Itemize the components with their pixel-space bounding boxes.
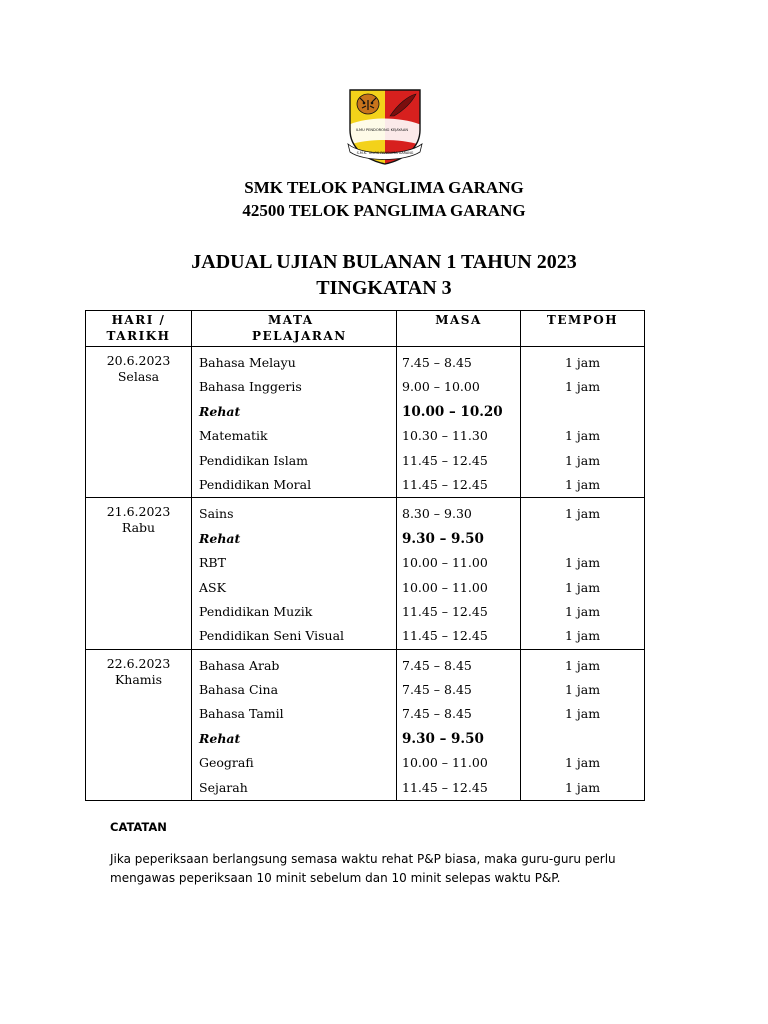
duration-value: 1 jam [564,355,601,370]
exam-day: Selasa [117,369,160,384]
time-value: 7.45 – 8.45 [402,657,472,673]
time-value: 8.30 – 9.30 [402,506,472,522]
duration-value: 1 jam [564,779,601,795]
duration-value: 1 jam [564,755,601,771]
duration-value: 1 jam [564,628,601,644]
notes-line-1: Jika peperiksaan berlangsung semasa waktu rehat P&P biasa, maka guru-guru perlu [110,852,616,866]
header-time: MASA [397,311,521,347]
duration-value: 1 jam [564,603,601,619]
time-value: 9.30 – 9.50 [402,530,484,547]
day-group-row [86,347,645,498]
school-address: 42500 TELOK PANGLIMA GARANG [242,201,526,220]
time-cell [397,498,521,649]
subject-cell [192,649,397,800]
time-value: 11.45 – 12.45 [402,603,488,619]
exam-day: Rabu [121,520,156,536]
time-value: 9.30 – 9.50 [402,730,484,747]
duration-value: 1 jam [564,579,601,595]
table-header-row [86,311,645,347]
subject-value: Bahasa Arab [199,657,280,673]
time-value: 10.00 – 11.00 [402,579,488,595]
subject-cell [192,498,397,649]
day-date-cell [86,649,192,800]
time-value: 7.45 – 8.45 [402,682,472,698]
duration-value: 1 jam [564,476,601,492]
subject-value: Sains [199,506,234,522]
subject-value: RBT [199,555,226,571]
time-value: 10.30 – 11.30 [402,428,488,444]
duration-value: 1 jam [564,706,601,722]
day-group-row [86,649,645,800]
duration-value: 1 jam [564,452,601,468]
duration-value [521,527,644,551]
header-day-line1: HARI / [111,313,166,327]
duration-value [521,727,644,751]
duration-cell [521,498,645,649]
duration-value: 1 jam [564,555,601,571]
exam-date: 21.6.2023 [106,504,171,520]
day-date-cell [86,347,192,498]
subject-cell [192,347,397,498]
school-crest-icon [346,86,424,166]
time-value: 10.00 – 10.20 [402,403,503,420]
day-group-row [86,498,645,649]
duration-value: 1 jam [564,379,601,395]
header-subject-line1: MATA [268,313,314,327]
subject-value: Bahasa Cina [199,682,279,698]
subject-value: Pendidikan Muzik [199,603,313,619]
duration-cell [521,649,645,800]
duration-value [521,400,644,424]
time-value: 10.00 – 11.00 [402,755,488,771]
duration-value: 1 jam [564,428,601,444]
page-subtitle: TINGKATAN 3 [316,277,452,299]
day-date-cell [86,498,192,649]
exam-schedule-table [85,310,645,801]
page-title: JADUAL UJIAN BULANAN 1 TAHUN 2023 [191,251,577,273]
exam-day: Khamis [114,671,163,687]
header-subject-line2: PELAJARAN [252,329,347,343]
crest-motto: ILMU PENDORONG KEJAYAAN [355,128,409,132]
exam-date: 22.6.2023 [106,655,171,671]
time-cell [397,347,521,498]
subject-value: Pendidikan Moral [199,476,312,492]
crest-ribbon-text: S.M.K. TELOK PANGLIMA GARANG [356,151,414,155]
duration-value: 1 jam [564,657,601,673]
header-subject [192,311,397,347]
notes-line-2: mengawas peperiksaan 10 minit sebelum dan 10 minit selepas waktu P&P. [110,871,561,885]
time-value: 11.45 – 12.45 [402,779,488,795]
header-day-date [86,311,192,347]
header-day-line2: TARIKH [106,329,171,343]
time-value: 11.45 – 12.45 [402,476,488,492]
time-value: 7.45 – 8.45 [402,706,472,722]
exam-date: 20.6.2023 [106,353,171,368]
subject-value: Rehat [199,530,241,546]
time-value: 11.45 – 12.45 [402,452,488,468]
subject-value: Pendidikan Islam [199,452,309,468]
tiger-icon [357,94,379,114]
notes-heading: CATATAN [110,820,167,834]
duration-value: 1 jam [564,506,601,522]
subject-value: Pendidikan Seni Visual [199,628,345,644]
subject-value: Bahasa Tamil [199,706,284,722]
notes-text [110,850,670,888]
subject-value: ASK [199,579,226,595]
subject-value: Matematik [199,428,268,444]
school-name: SMK TELOK PANGLIMA GARANG [244,178,524,197]
subject-value: Rehat [199,730,241,746]
time-cell [397,649,521,800]
subject-value: Bahasa Inggeris [199,379,302,395]
subject-value: Bahasa Melayu [199,355,296,370]
duration-cell [521,347,645,498]
subject-value: Geografi [199,755,254,771]
time-value: 11.45 – 12.45 [402,628,488,644]
subject-value: Sejarah [199,779,248,795]
time-value: 9.00 – 10.00 [402,379,480,395]
time-value: 7.45 – 8.45 [402,355,472,370]
time-value: 10.00 – 11.00 [402,555,488,571]
subject-value: Rehat [199,403,241,419]
duration-value: 1 jam [564,682,601,698]
header-duration: TEMPOH [521,311,645,347]
